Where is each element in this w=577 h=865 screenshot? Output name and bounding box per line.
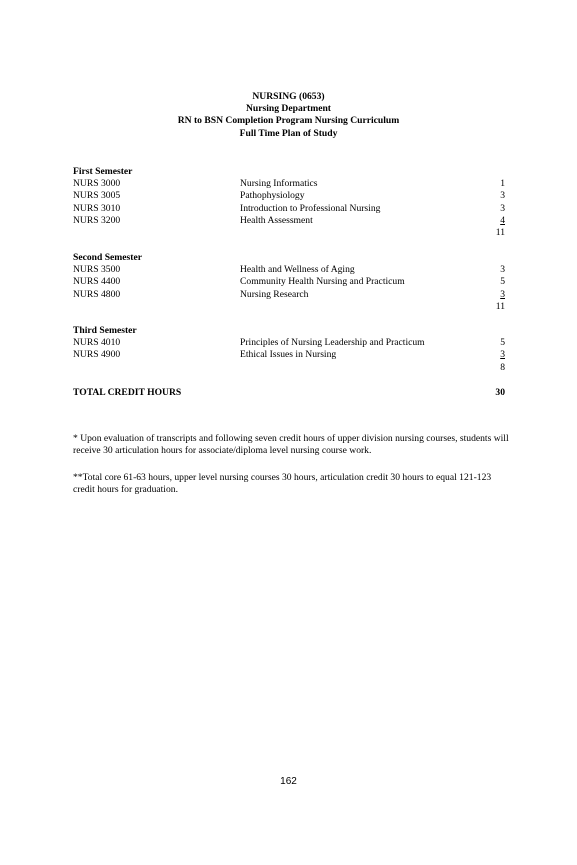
third-semester-block <box>73 325 505 374</box>
course-name: Introduction to Professional Nursing <box>240 202 381 214</box>
semester-total-row <box>73 301 505 313</box>
course-row <box>73 349 505 361</box>
document-header <box>0 91 577 140</box>
course-row <box>73 215 505 227</box>
plan-heading: Full Time Plan of Study <box>239 127 338 139</box>
course-name: Nursing Informatics <box>240 178 318 190</box>
course-code: NURS 3000 <box>73 178 121 190</box>
course-credits: 3 <box>500 349 505 361</box>
course-credits: 5 <box>500 276 505 288</box>
semester-title: Third Semester <box>73 325 137 336</box>
semester-total: 11 <box>495 226 505 238</box>
course-credits: 3 <box>500 202 505 214</box>
course-code: NURS 4400 <box>73 276 121 288</box>
second-semester-block <box>73 252 505 313</box>
course-row <box>73 337 505 349</box>
semester-total: 8 <box>500 361 505 373</box>
course-name: Principles of Nursing Leadership and Practicum <box>240 337 425 349</box>
course-code: NURS 3005 <box>73 190 121 202</box>
course-code: NURS 3010 <box>73 202 121 214</box>
first-semester-block <box>73 166 505 239</box>
department-heading: Nursing Department <box>245 103 331 115</box>
course-name: Nursing Research <box>240 288 309 300</box>
course-name: Health Assessment <box>240 214 313 226</box>
semester-total: 11 <box>495 300 505 312</box>
semester-total-row <box>73 362 505 374</box>
course-code: NURS 4900 <box>73 349 121 361</box>
course-name: Community Health Nursing and Practicum <box>240 276 405 288</box>
course-code: NURS 3500 <box>73 264 121 276</box>
course-credits: 3 <box>500 264 505 276</box>
course-credits: 1 <box>500 178 505 190</box>
course-row <box>73 203 505 215</box>
semester-total-row <box>73 227 505 239</box>
total-credit-label: TOTAL CREDIT HOURS <box>73 387 182 398</box>
course-name: Pathophysiology <box>240 190 305 202</box>
course-code: NURS 3200 <box>73 214 121 226</box>
course-row <box>73 264 505 276</box>
semester-title: First Semester <box>73 166 133 177</box>
curriculum-heading: RN to BSN Completion Program Nursing Curriculum <box>177 115 400 127</box>
program-code-heading: NURSING (0653) <box>252 91 325 102</box>
footnote-total-hours: **Total core 61-63 hours, upper level nursing courses 30 hours, articulation credit 30 hours to equal 121-123 credit hours for graduation. <box>73 472 492 496</box>
total-credit-value: 30 <box>495 387 505 398</box>
course-row <box>73 276 505 288</box>
course-row <box>73 178 505 190</box>
course-credits: 3 <box>500 190 505 202</box>
course-credits: 3 <box>500 288 505 300</box>
course-name: Health and Wellness of Aging <box>240 264 355 276</box>
course-row <box>73 289 505 301</box>
semester-title: Second Semester <box>73 252 143 263</box>
course-name: Ethical Issues in Nursing <box>240 349 337 361</box>
footnote-articulation: * Upon evaluation of transcripts and following seven credit hours of upper division nursing courses, students will receive 30 articulation hours for associate/diploma level nursing course work. <box>73 433 509 457</box>
course-code: NURS 4800 <box>73 288 121 300</box>
page-number: 162 <box>280 776 297 787</box>
course-credits: 5 <box>500 337 505 349</box>
course-credits: 4 <box>500 214 505 226</box>
course-row <box>73 190 505 202</box>
course-code: NURS 4010 <box>73 337 121 349</box>
